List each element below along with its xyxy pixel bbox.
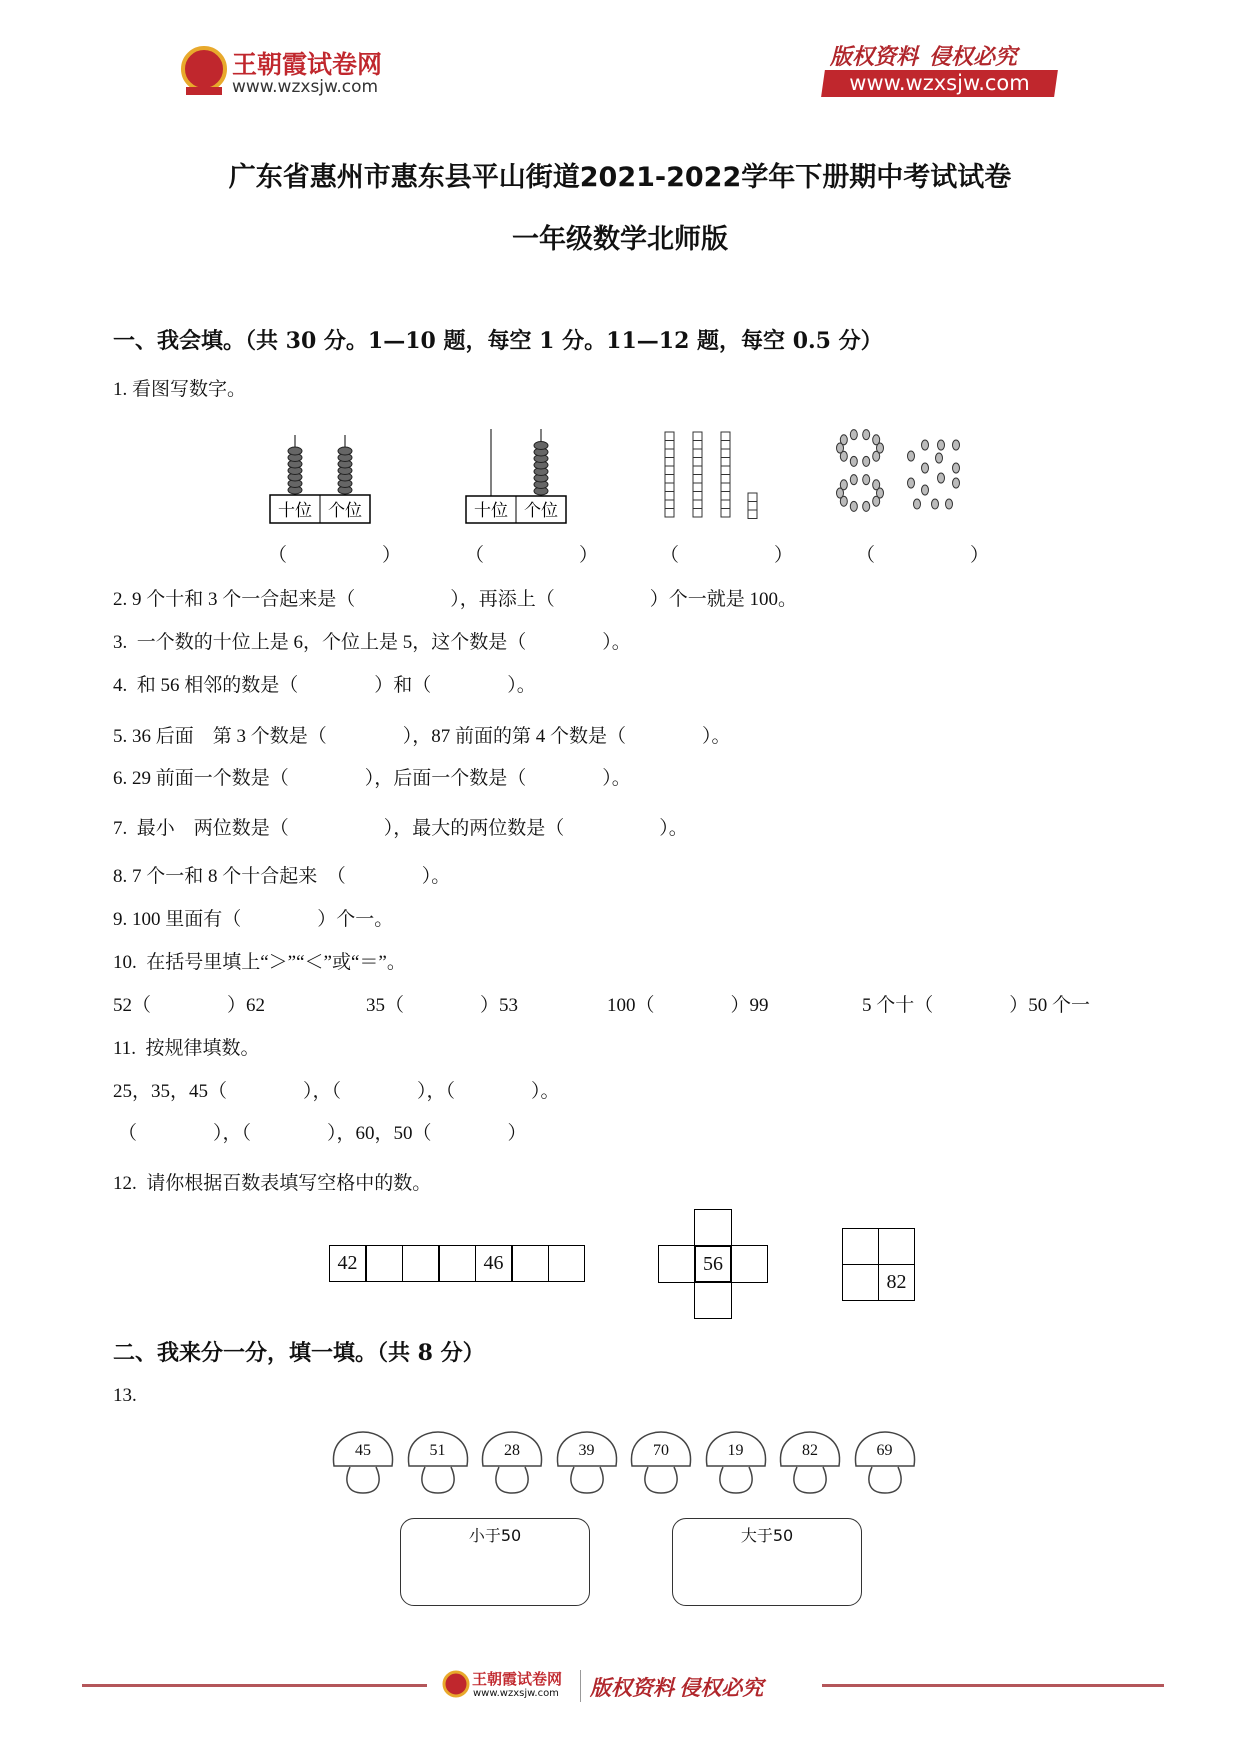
footer-rule-left [82,1684,427,1687]
mushroom-icon [330,1430,396,1496]
cube [665,432,674,441]
q10-item: 52（ ）62 [113,995,266,1016]
banner-url: www.wzxsjw.com [849,71,1030,95]
square-grid-cell[interactable] [842,1264,879,1301]
cube [721,492,730,501]
dot [873,435,880,445]
mushroom-icon [852,1430,918,1496]
dot [953,463,960,473]
mushroom-card[interactable] [405,1430,471,1496]
dot [953,440,960,450]
brand-name: 王朝霞试卷网 [232,50,383,79]
row-grid-cell[interactable] [512,1245,549,1282]
base-ten-blocks [660,428,760,523]
q11-sequence-a: 25，35，45（ ），（ ），（ ）。 [113,1081,560,1102]
cube [721,466,730,475]
bead [338,447,352,455]
dot [840,435,847,445]
cross-grid-cell[interactable] [694,1281,732,1319]
greater-than-50-box[interactable] [672,1518,862,1606]
cube [748,510,757,519]
footer-medal-icon [442,1670,470,1702]
mushroom-number: 28 [504,1442,520,1459]
dot [922,440,929,450]
cross-grid-cell[interactable] [658,1245,696,1283]
mushroom-card[interactable] [777,1430,843,1496]
mushroom-icon [405,1430,471,1496]
cube [665,492,674,501]
row-grid-cell[interactable] [366,1245,403,1282]
footer-url: www.wzxsjw.com [473,1688,559,1699]
q1-blank-1[interactable]: （ ） [268,545,402,566]
q12: 12. 请你根据百数表填写空格中的数。 [113,1173,432,1194]
dot [922,485,929,495]
copyright-notice: 版权资料 侵权必究 [830,44,1018,69]
square-grid-cell[interactable] [878,1228,915,1265]
cube [721,483,730,492]
cube [721,458,730,467]
cube [721,475,730,484]
q11: 11. 按规律填数。 [113,1038,260,1059]
q1-blank-4[interactable]: （ ） [856,545,990,566]
mushroom-number: 19 [727,1442,744,1459]
q4: 4. 和 56 相邻的数是（ ）和（ ）。 [113,675,536,696]
q10: 10. 在括号里填上“＞”“＜”或“＝”。 [113,952,406,973]
mushroom-number: 69 [876,1442,893,1459]
cube [665,475,674,484]
mushroom-number: 45 [355,1442,371,1459]
q13: 13. [113,1385,137,1406]
dot [850,456,857,466]
dot [914,499,921,509]
box-label: 大于50 [740,1526,794,1545]
cube [665,483,674,492]
cube [748,502,757,511]
mushroom-number: 70 [653,1442,669,1459]
dot [922,463,929,473]
dot [908,478,915,488]
medal-icon [180,45,228,97]
footer-copyright: 版权资料 侵权必究 [590,1676,764,1700]
cube [693,458,702,467]
cube [693,492,702,501]
cube [693,449,702,458]
cube [721,500,730,509]
dot [932,499,939,509]
dot [863,430,870,440]
q5: 5. 36 后面 第 3 个数是（ ），87 前面的第 4 个数是（ ）。 [113,726,731,747]
dot [938,473,945,483]
cube [665,458,674,467]
row-grid-cell[interactable] [439,1245,476,1282]
mushroom-card[interactable] [703,1430,769,1496]
dot [908,451,915,461]
q2: 2. 9 个十和 3 个一合起来是（ ），再添上（ ）个一就是 100。 [113,589,798,610]
brand-url: www.wzxsjw.com [232,77,379,97]
q1: 1. 看图写数字。 [113,379,247,400]
bead [288,447,302,455]
q10-item: 5 个十（ ）50 个一 [862,995,1091,1016]
cross-grid-cell[interactable]: 56 [694,1245,732,1283]
square-grid-cell[interactable]: 82 [878,1264,915,1301]
footer-divider [580,1670,581,1702]
mushroom-icon [703,1430,769,1496]
mushroom-card[interactable] [330,1430,396,1496]
cube [748,493,757,502]
cube [665,500,674,509]
mushroom-icon [554,1430,620,1496]
mushroom-card[interactable] [554,1430,620,1496]
q10-item: 100（ ）99 [607,995,769,1016]
dot [850,430,857,440]
footer-rule-right [822,1684,1164,1687]
cube [721,432,730,441]
cross-grid-cell[interactable] [694,1209,732,1247]
cube [665,466,674,475]
mushroom-card[interactable] [852,1430,918,1496]
dot [873,480,880,490]
dot [873,451,880,461]
ones-label: 个位 [524,501,558,520]
mushroom-icon [777,1430,843,1496]
cube [693,466,702,475]
dot [850,501,857,511]
q6: 6. 29 前面一个数是（ ），后面一个数是（ ）。 [113,768,631,789]
mushroom-number: 39 [578,1442,595,1459]
dot [946,499,953,509]
cube [693,475,702,484]
mushroom-card[interactable] [628,1430,694,1496]
tens-label: 十位 [278,501,312,520]
title-line-1: 广东省惠州市惠东县平山街道2021-2022学年下册期中考试试卷 [228,162,1012,193]
counting-dots [835,428,970,520]
cube [665,509,674,518]
q9: 9. 100 里面有（ ）个一。 [113,909,394,930]
dot [850,475,857,485]
cube [693,483,702,492]
mushroom-card[interactable] [479,1430,545,1496]
dot [863,456,870,466]
title-line-2: 一年级数学北师版 [512,224,728,255]
footer-brand: 王朝霞试卷网 [472,1670,563,1688]
dot [863,501,870,511]
q8: 8. 7 个一和 8 个十合起来 （ ）。 [113,866,451,887]
dot [938,440,945,450]
bead [534,442,548,450]
q3: 3. 一个数的十位上是 6，个位上是 5，这个数是（ ）。 [113,632,631,653]
cube [721,509,730,518]
q1-blank-2[interactable]: （ ） [465,545,599,566]
dot [873,496,880,506]
dot [863,475,870,485]
row-grid-cell[interactable] [548,1245,585,1282]
cube [693,500,702,509]
q11-sequence-b: （ ），（ ），60，50（ ） [118,1123,527,1144]
cube [665,441,674,450]
mushroom-number: 51 [429,1442,446,1459]
q10-item: 35（ ）53 [366,995,519,1016]
less-than-50-box[interactable] [400,1518,590,1606]
q1-blank-3[interactable]: （ ） [660,545,794,566]
mushroom-icon [479,1430,545,1496]
cube [721,441,730,450]
cross-grid-cell[interactable] [730,1245,768,1283]
cube [693,509,702,518]
ones-label: 个位 [328,501,362,520]
mushroom-icon [628,1430,694,1496]
cube [693,441,702,450]
cube [721,449,730,458]
cube [693,432,702,441]
square-grid-cell[interactable] [842,1228,879,1265]
dot [936,453,943,463]
section1-heading: 一、我会填。（共 30 分。1—10 题，每空 1 分。11—12 题，每空 0.5 分） [113,328,883,354]
dot [953,478,960,488]
cube [665,449,674,458]
dot [840,480,847,490]
q7: 7. 最小 两位数是（ ），最大的两位数是（ ）。 [113,818,688,839]
abacus-2 [461,424,571,524]
row-grid-cell[interactable] [402,1245,439,1282]
abacus-1 [265,430,375,525]
row-grid-cell[interactable]: 42 [329,1245,366,1282]
row-grid-cell[interactable]: 46 [475,1245,512,1282]
box-label: 小于50 [468,1526,522,1545]
tens-label: 十位 [474,501,508,520]
section2-heading: 二、我来分一分，填一填。（共 8 分） [113,1340,485,1366]
mushroom-number: 82 [802,1442,818,1459]
